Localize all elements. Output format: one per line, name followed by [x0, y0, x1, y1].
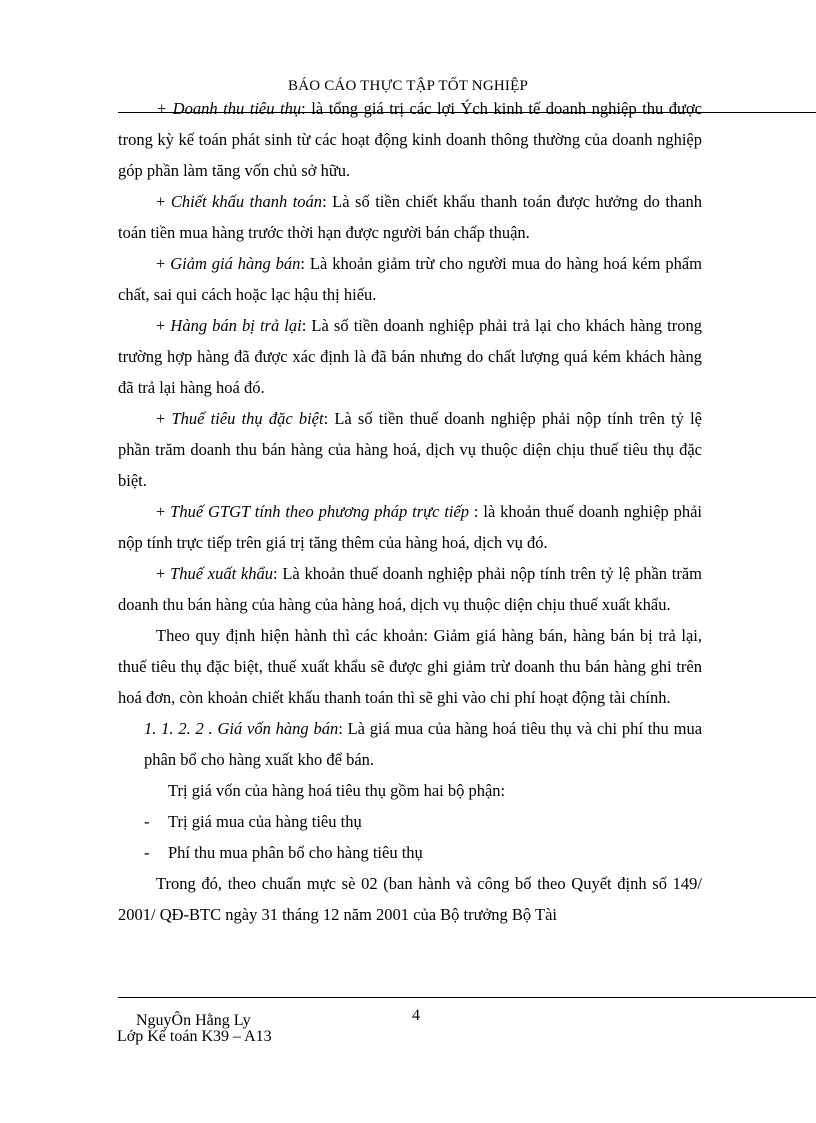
prefix: + — [156, 192, 171, 211]
paragraph-thue-gtgt — [118, 496, 702, 558]
term-thue-ttdb: Thuế tiêu thụ đặc biệt — [171, 409, 324, 428]
text-thue-xuat-khau: : Là khoản thuế doanh nghiệp phải nộp tính trên tỷ lệ phần trăm doanh thu bán hàng của hàng của hàng hoá, dịch vụ thuộc diện chịu thuế xuất khẩu. — [118, 564, 703, 614]
bullet-dash: - — [144, 812, 150, 831]
paragraph-trong-do: Trong đó, theo chuẩn mực sè 02 (ban hành và công bố theo Quyết định số 149/ 2001/ QĐ-BTC ngày 31 tháng 12 năm 2001 của Bộ trưởng Bộ Tài — [118, 874, 702, 924]
term-thue-xuat-khau: Thuế xuất khẩu — [170, 564, 273, 583]
paragraph-thue-xuat-khau — [118, 558, 702, 620]
bullet-dash: - — [144, 843, 150, 862]
paragraph-thue-ttdb — [118, 403, 702, 496]
paragraph-giam-gia — [118, 248, 702, 310]
paragraph-tri-gia-von: Trị giá vốn của hàng hoá tiêu thụ gồm hai bộ phận: — [168, 781, 506, 800]
term-doanh-thu: + Doanh thu tiêu thụ — [156, 99, 302, 118]
footer-author: NguyÔn Hằng Ly — [136, 1012, 251, 1029]
term-chiet-khau: Chiết khấu thanh toán — [170, 192, 323, 211]
paragraph-quy-dinh: Theo quy định hiện hành thì các khoản: Giảm giá hàng bán, hàng bán bị trả lại, thuế tiêu thụ đặc biệt, thuế xuất khẩu sẽ được ghi giảm trừ doanh thu bán hàng ghi trên hoá đơn, còn khoản chiết khấu thanh toán thì sẽ ghi vào chi phí hoạt động tài chính. — [118, 626, 702, 707]
text-giam-gia: : Là khoản giảm trừ cho người mua do hàng hoá kém phẩm chất, sai qui cách hoặc lạc hậu thị hiếu. — [118, 254, 702, 304]
paragraph-hang-ban-tra-lai — [118, 310, 702, 403]
footer-class: Lớp Kế toán K39 – A13 — [117, 1028, 272, 1045]
bullet-text: Phí thu mua phân bổ cho hàng tiêu thụ — [168, 843, 423, 862]
header-title: BÁO CÁO THỰC TẬP TỐT NGHIỆP — [288, 78, 528, 94]
section-number: 1. 1. 2. 2 . — [144, 719, 218, 738]
list-item — [118, 837, 702, 868]
prefix: + — [156, 316, 171, 335]
list-item — [118, 806, 702, 837]
paragraph-doanh-thu — [118, 93, 702, 186]
footer-rule — [118, 997, 816, 998]
term-gia-von: Giá vốn hàng bán — [217, 719, 339, 738]
prefix: + — [156, 254, 171, 273]
text-gia-von: : Là giá mua của hàng hoá tiêu thụ và chi phí thu mua phân bổ cho hàng xuất kho để bán. — [144, 719, 703, 769]
text-thue-ttdb: : Là số tiền thuế doanh nghiệp phải nộp tính trên tỷ lệ phần trăm doanh thu bán hàng của hàng hoá, dịch vụ thuộc diện chịu thuế tiêu thụ đặc biệt. — [118, 409, 702, 490]
paragraph-chiet-khau — [118, 186, 702, 248]
prefix: + — [156, 502, 171, 521]
section-gia-von — [118, 713, 702, 775]
page-number: 4 — [412, 1007, 420, 1024]
document-body — [118, 93, 702, 930]
term-thue-gtgt: Thuế GTGT tính theo phương pháp trực tiếp — [170, 502, 470, 521]
text-doanh-thu: : là tổng giá trị các lợi Ých kinh tế doanh nghiệp thu được trong kỳ kế toán phát sinh từ các hoạt động kinh doanh thông thường của doanh nghiệp góp phần làm tăng vốn chủ sở hữu. — [118, 99, 702, 180]
text-hang-ban-tra-lai: : Là số tiền doanh nghiệp phải trả lại cho khách hàng trong trường hợp hàng đã được xác định là đã bán nhưng do chất lượng quá kém khách hàng đã trả lại hàng hoá đó. — [118, 316, 702, 397]
term-giam-gia: Giảm giá hàng bán — [170, 254, 301, 273]
bullet-text: Trị giá mua của hàng tiêu thụ — [168, 812, 362, 831]
prefix: + — [156, 409, 172, 428]
text-chiet-khau: : Là số tiền chiết khấu thanh toán được hưởng do thanh toán tiền mua hàng trước thời hạn được người bán chấp thuận. — [118, 192, 702, 242]
text-thue-gtgt: : là khoản thuế doanh nghiệp phải nộp tính trực tiếp trên giá trị tăng thêm của hàng hoá, dịch vụ đó. — [118, 502, 702, 552]
prefix: + — [156, 564, 171, 583]
term-hang-ban-tra-lai: Hàng bán bị trả lại — [170, 316, 302, 335]
